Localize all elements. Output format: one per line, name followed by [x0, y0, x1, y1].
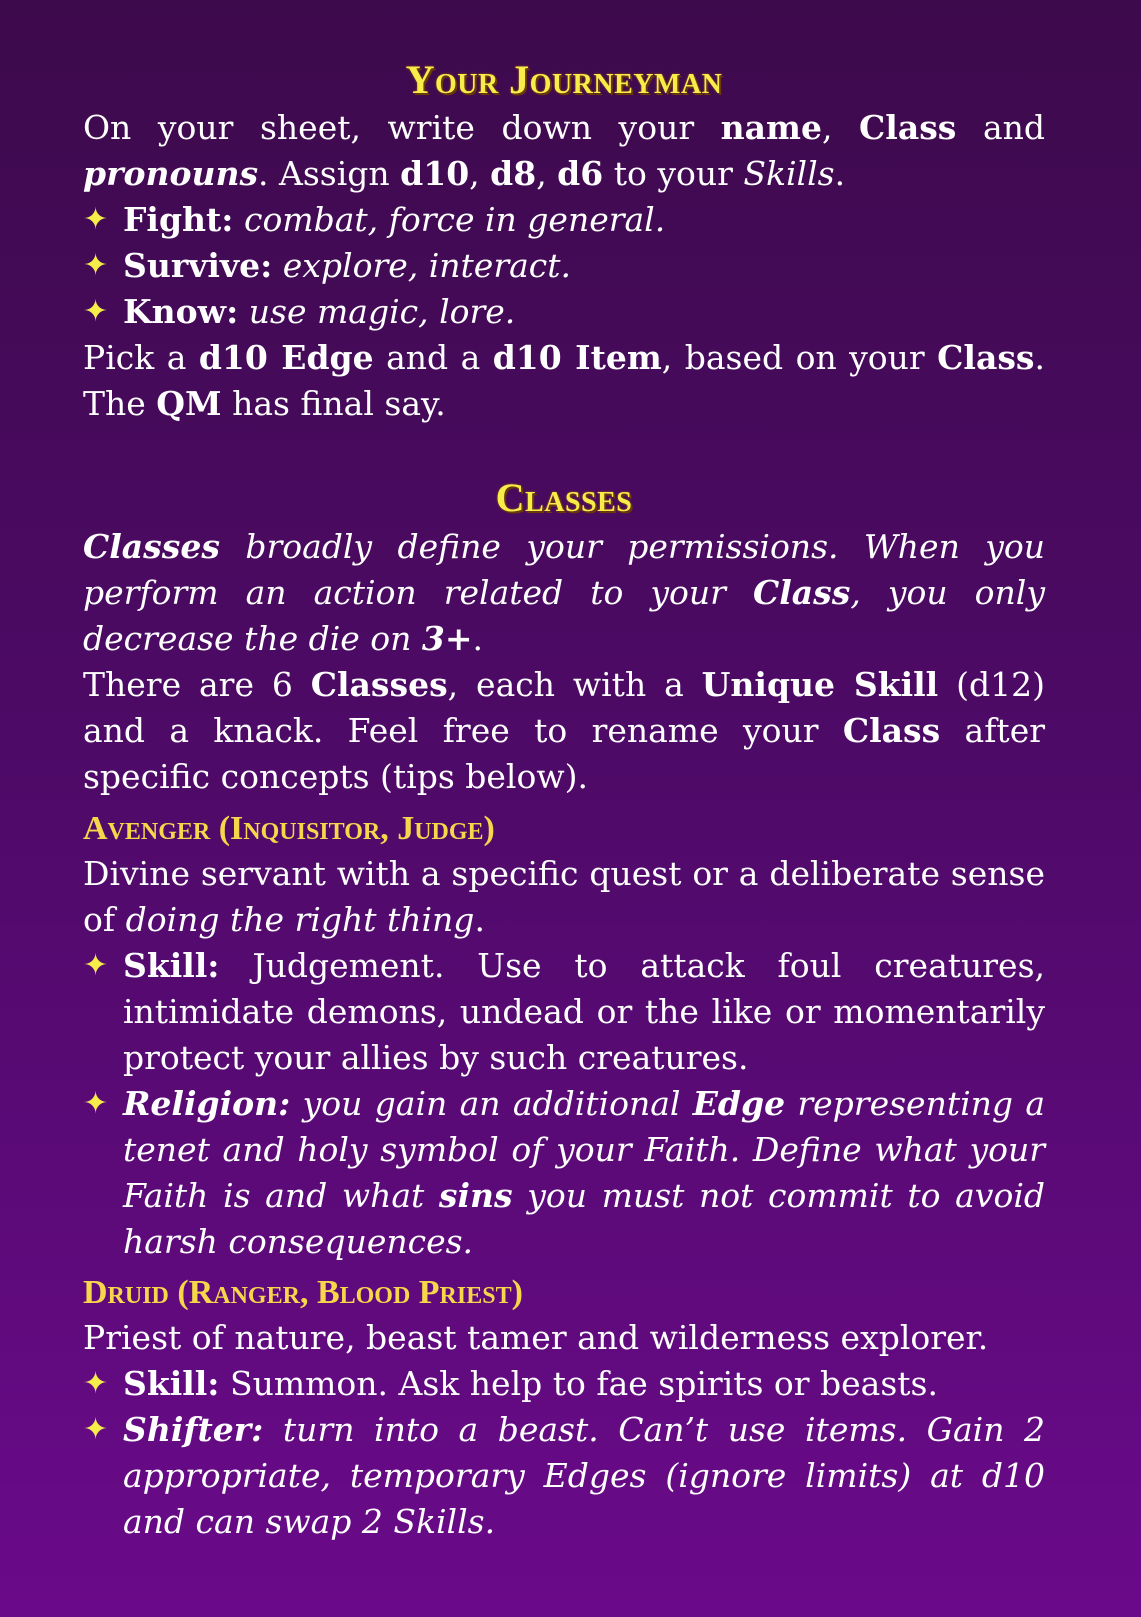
journeyman-section: [83, 105, 1045, 427]
text: . Assign: [258, 154, 401, 193]
avenger-skill-bullet: [83, 943, 1045, 1081]
classes-detail: [83, 662, 1045, 800]
class-term: Class: [859, 108, 957, 147]
skill-desc: explore, interact.: [272, 246, 572, 285]
skill-text: Summon. Ask help to fae spirits or beasts.: [219, 1364, 938, 1403]
emphasis: doing the right thing: [125, 900, 475, 939]
avenger-desc: [83, 851, 1045, 943]
avenger-heading: Avenger (Inquisitor, Judge): [83, 810, 495, 847]
text: (d12) and a knack. Feel free to rename your: [83, 665, 1045, 750]
knack-label: Religion:: [123, 1084, 291, 1123]
text: ,: [469, 154, 491, 193]
skill-label: Survive:: [123, 246, 273, 285]
text: . The: [83, 338, 1046, 423]
journeyman-pick: [83, 335, 1045, 427]
die-term: d6: [557, 154, 604, 193]
class-term: Class: [752, 573, 851, 612]
skill-label: Skill:: [123, 1364, 220, 1403]
class-term: Class: [842, 711, 941, 750]
text: Pick a: [83, 338, 199, 377]
text: representing a tenet and holy symbol of your Faith. Define what your Faith is and what: [123, 1084, 1045, 1215]
skill-label: Know:: [123, 292, 239, 331]
text: Divine servant with a specific quest or a deliberate sense of: [83, 854, 1045, 939]
skill-label: Fight:: [123, 200, 234, 239]
text: to your: [603, 154, 744, 193]
star-bullet-icon: ✦: [83, 294, 109, 329]
druid-heading: Druid (Ranger, Blood Priest): [83, 1274, 523, 1311]
skill-bullet-know: [83, 289, 1045, 335]
skill-desc: use magic, lore.: [238, 292, 516, 331]
classes-term: Classes: [83, 527, 220, 566]
druid-skill-bullet: [83, 1361, 1045, 1407]
journeyman-title: Your Journeyman: [405, 57, 723, 102]
text: There are 6: [83, 665, 311, 704]
skill-text: Judgement. Use to attack foul creatures, intimidate demons, undead or the like or momentarily protect your allies by such creatures.: [123, 946, 1045, 1077]
text: , each with a: [447, 665, 702, 704]
text: ,: [821, 108, 860, 147]
die-term: d10: [400, 154, 470, 193]
skill-label: Skill:: [123, 946, 220, 985]
druid-section: [83, 1315, 1045, 1545]
knack-text: turn into a beast. Can’t use items. Gain 2 appropriate, temporary Edges (ignore limits) at d10 and can swap 2 Skills.: [123, 1410, 1045, 1541]
threshold-term: 3+: [421, 619, 473, 658]
classes-title: Classes: [495, 475, 633, 520]
name-term: name: [720, 108, 822, 147]
star-bullet-icon: ✦: [83, 202, 109, 237]
classes-intro: [83, 524, 1045, 662]
knack-label: Shifter:: [123, 1410, 264, 1449]
text: .: [474, 900, 485, 939]
star-bullet-icon: ✦: [83, 1086, 109, 1121]
text: and: [956, 108, 1045, 147]
star-bullet-icon: ✦: [83, 1366, 109, 1401]
star-bullet-icon: ✦: [83, 948, 109, 983]
text: broadly define your permissions. When you perform an action related to your: [83, 527, 1045, 612]
text: after specific concepts (tips below).: [83, 711, 1046, 796]
edge-term: d10 Edge: [198, 338, 374, 377]
text: ,: [536, 154, 558, 193]
pronouns-term: pronouns: [83, 154, 259, 193]
unique-skill-term: Unique Skill: [701, 665, 939, 704]
text: has final say.: [221, 384, 446, 423]
die-term: d8: [490, 154, 537, 193]
text: .: [834, 154, 846, 193]
sins-term: sins: [438, 1176, 513, 1215]
class-term: Class: [937, 338, 1035, 377]
avenger-section: [83, 851, 1045, 1265]
classes-term: Classes: [310, 665, 448, 704]
skill-desc: combat, force in general.: [233, 200, 666, 239]
skill-bullet-survive: [83, 243, 1045, 289]
classes-section: [83, 524, 1045, 800]
text: , you only decrease the die on: [83, 573, 1045, 658]
journeyman-intro: [83, 105, 1045, 197]
edge-term: Edge: [692, 1084, 786, 1123]
skill-bullet-fight: [83, 197, 1045, 243]
skills-term: Skills: [743, 154, 835, 193]
text: you gain an additional: [290, 1084, 693, 1123]
star-bullet-icon: ✦: [83, 248, 109, 283]
qm-term: QM: [156, 384, 222, 423]
avenger-knack-bullet: [83, 1081, 1045, 1265]
item-term: d10 Item: [492, 338, 662, 377]
text: On your sheet, write down your: [83, 108, 721, 147]
text: and a: [373, 338, 493, 377]
text: you must not commit to avoid harsh consequences.: [123, 1176, 1045, 1261]
star-bullet-icon: ✦: [83, 1412, 109, 1447]
druid-desc: Priest of nature, beast tamer and wilderness explorer.: [83, 1318, 989, 1357]
druid-knack-bullet: [83, 1407, 1045, 1545]
text: , based on your: [661, 338, 938, 377]
text: .: [472, 619, 484, 658]
